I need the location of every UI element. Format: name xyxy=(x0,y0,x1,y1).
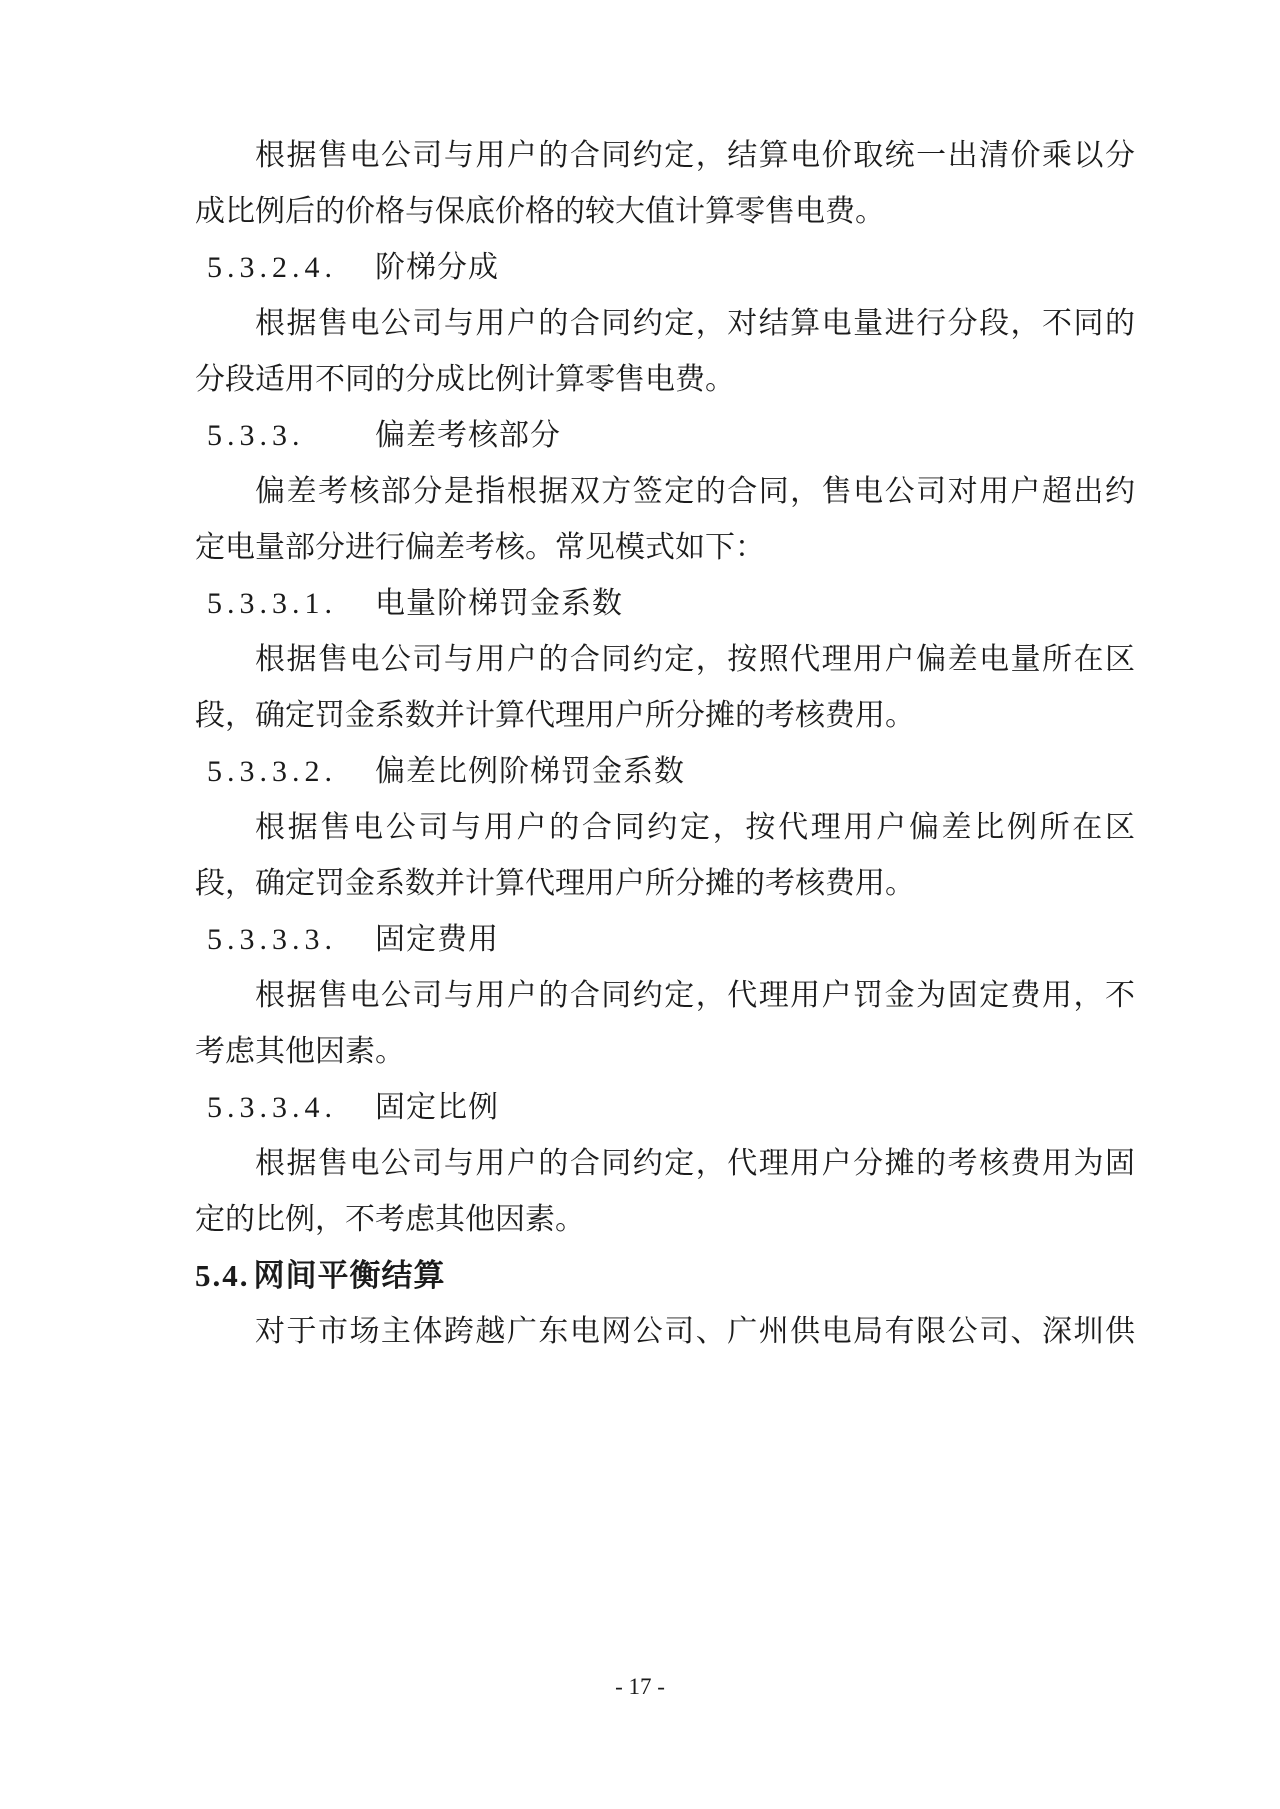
body-paragraph xyxy=(195,1136,1135,1248)
body-paragraph xyxy=(195,1304,1135,1360)
paragraph-line: 偏差考核部分是指根据双方签定的合同，售电公司对用户超出约 xyxy=(255,475,1135,508)
heading-title: 偏差比例阶梯罚金系数 xyxy=(375,755,685,788)
heading-title: 电量阶梯罚金系数 xyxy=(375,587,623,620)
heading-title: 阶梯分成 xyxy=(375,251,499,284)
heading-number: 5.3.3. xyxy=(207,419,305,452)
paragraph-line: 根据售电公司与用户的合同约定，按代理用户偏差比例所在区 xyxy=(255,811,1135,844)
paragraph-line: 根据售电公司与用户的合同约定，结算电价取统一出清价乘以分 xyxy=(255,139,1135,172)
section-heading-5-4 xyxy=(195,1248,1135,1304)
heading-title: 固定费用 xyxy=(375,923,499,956)
section-heading-5-3-3-2 xyxy=(207,744,1135,800)
paragraph-line: 根据售电公司与用户的合同约定，代理用户罚金为固定费用，不 xyxy=(255,979,1135,1012)
heading-number: 5.4. xyxy=(195,1258,250,1293)
paragraph-line: 定电量部分进行偏差考核。常见模式如下： xyxy=(195,531,765,564)
paragraph-line: 成比例后的价格与保底价格的较大值计算零售电费。 xyxy=(195,195,885,228)
heading-number: 5.3.3.4. xyxy=(207,1091,337,1124)
body-paragraph xyxy=(195,296,1135,408)
body-paragraph xyxy=(195,128,1135,240)
paragraph-line: 根据售电公司与用户的合同约定，对结算电量进行分段，不同的 xyxy=(255,307,1135,340)
body-paragraph xyxy=(195,632,1135,744)
paragraph-line: 根据售电公司与用户的合同约定，代理用户分摊的考核费用为固 xyxy=(255,1147,1135,1180)
paragraph-line: 段，确定罚金系数并计算代理用户所分摊的考核费用。 xyxy=(195,699,915,732)
paragraph-line: 对于市场主体跨越广东电网公司、广州供电局有限公司、深圳供 xyxy=(255,1315,1135,1348)
section-heading-5-3-3-3 xyxy=(207,912,1135,968)
page-number: - 17 - xyxy=(615,1674,665,1699)
body-paragraph xyxy=(195,464,1135,576)
section-heading-5-3-3-1 xyxy=(207,576,1135,632)
heading-title: 固定比例 xyxy=(375,1091,499,1124)
body-paragraph xyxy=(195,800,1135,912)
paragraph-line: 根据售电公司与用户的合同约定，按照代理用户偏差电量所在区 xyxy=(255,643,1135,676)
paragraph-line: 分段适用不同的分成比例计算零售电费。 xyxy=(195,363,735,396)
paragraph-line: 考虑其他因素。 xyxy=(195,1035,405,1068)
section-heading-5-3-3-4 xyxy=(207,1080,1135,1136)
section-heading-5-3-2-4 xyxy=(207,240,1135,296)
paragraph-line: 段，确定罚金系数并计算代理用户所分摊的考核费用。 xyxy=(195,867,915,900)
heading-number: 5.3.3.3. xyxy=(207,923,337,956)
body-paragraph xyxy=(195,968,1135,1080)
heading-number: 5.3.3.1. xyxy=(207,587,337,620)
heading-number: 5.3.2.4. xyxy=(207,251,337,284)
document-body xyxy=(195,128,1135,1360)
heading-title: 网间平衡结算 xyxy=(253,1258,446,1293)
heading-number: 5.3.3.2. xyxy=(207,755,337,788)
heading-title: 偏差考核部分 xyxy=(375,419,561,452)
section-heading-5-3-3 xyxy=(207,408,1135,464)
paragraph-line: 定的比例，不考虑其他因素。 xyxy=(195,1203,585,1236)
